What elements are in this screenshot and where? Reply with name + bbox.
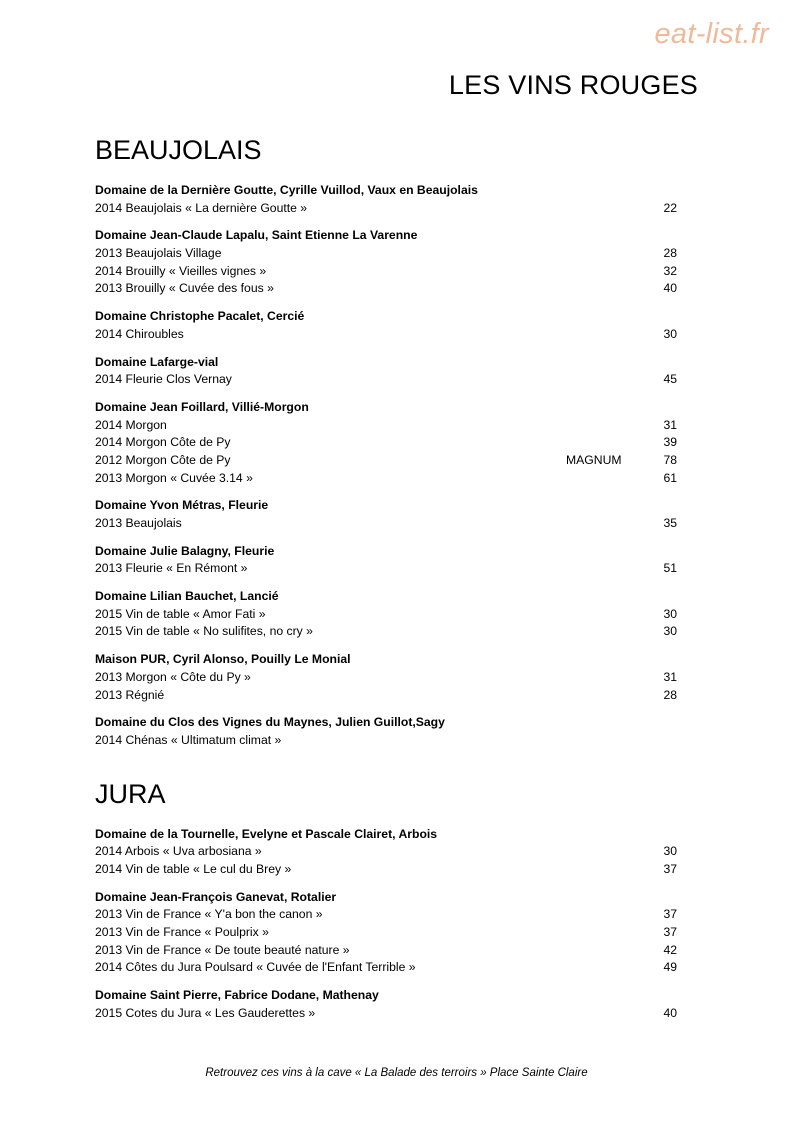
footer-note: Retrouvez ces vins à la cave « La Balade des terroirs » Place Sainte Claire	[205, 1067, 588, 1079]
wine-label: 2012 Morgon Côte de Py	[95, 452, 231, 467]
wine-price: 37	[663, 861, 677, 876]
wine-row	[95, 371, 677, 389]
wine-price: 30	[663, 326, 677, 341]
wine-label: 2014 Beaujolais « La dernière Goutte »	[95, 200, 308, 215]
domain-name: Domaine du Clos des Vignes du Maynes, Julien Guillot,Sagy	[95, 715, 445, 730]
wine-label: 2015 Vin de table « No sulifites, no cry »	[95, 624, 313, 639]
wine-row	[95, 280, 677, 298]
wine-label: 2013 Vin de France « Poulprix »	[95, 925, 269, 939]
wine-label: 2015 Cotes du Jura « Les Gauderettes »	[95, 1005, 316, 1020]
wine-price: 31	[663, 669, 677, 684]
domain-name: Domaine Jean Foillard, Villié-Morgon	[95, 399, 309, 414]
wine-label: 2013 Morgon « Cuvée 3.14 »	[95, 470, 253, 485]
wine-price: 49	[663, 960, 677, 975]
wine-price: 35	[663, 516, 677, 530]
wine-label: 2013 Morgon « Côte du Py »	[95, 669, 251, 684]
domain-name: Domaine Lilian Bauchet, Lancié	[95, 589, 279, 604]
domain-name: Domaine Julie Balagny, Fleurie	[95, 543, 275, 558]
wine-row	[95, 861, 677, 879]
domain-block	[95, 987, 677, 1022]
wine-price: 22	[663, 200, 677, 215]
wine-label: 2014 Vin de table « Le cul du Brey »	[95, 861, 292, 876]
domain-block	[95, 826, 677, 879]
domain-block	[95, 651, 677, 704]
wine-row	[95, 470, 677, 488]
wine-row	[95, 924, 677, 942]
wine-label: 2013 Vin de France « De toute beauté nature »	[95, 942, 350, 957]
wine-price: 30	[663, 606, 677, 621]
region-body	[95, 168, 677, 750]
wine-row	[95, 1005, 677, 1023]
wine-price: 39	[663, 435, 677, 450]
wine-row	[95, 245, 677, 263]
domain-name: Maison PUR, Cyril Alonso, Pouilly Le Monial	[95, 652, 351, 667]
wine-price: 37	[663, 925, 677, 939]
domain-name: Domaine Jean-François Ganevat, Rotalier	[95, 889, 337, 904]
wine-label: 2013 Beaujolais	[95, 516, 182, 530]
wine-label: 2013 Beaujolais Village	[95, 246, 222, 261]
wine-price: 42	[663, 942, 677, 957]
domain-block	[95, 308, 677, 343]
wine-label: 2015 Vin de table « Amor Fati »	[95, 606, 266, 621]
region-body	[95, 812, 677, 1023]
page-title: LES VINS ROUGES	[448, 70, 698, 100]
domain-block	[95, 543, 677, 578]
domain-name: Domaine Lafarge-vial	[95, 354, 219, 369]
wine-label: 2014 Fleurie Clos Vernay	[95, 372, 232, 387]
wine-label: 2014 Morgon Côte de Py	[95, 435, 231, 450]
domain-name: Domaine de la Dernière Goutte, Cyrille Vuillod, Vaux en Beaujolais	[95, 183, 478, 197]
wine-row	[95, 417, 677, 435]
wine-price: 28	[663, 246, 677, 261]
wine-price: 32	[663, 263, 677, 278]
domain-name: Domaine Yvon Métras, Fleurie	[95, 498, 269, 513]
wine-price: 40	[663, 281, 677, 296]
wine-price: 28	[663, 687, 677, 702]
wine-price: 30	[663, 624, 677, 639]
wine-row	[95, 906, 677, 924]
wine-row	[95, 687, 677, 705]
wine-row	[95, 669, 677, 687]
wine-row	[95, 606, 677, 624]
wine-row	[95, 434, 677, 452]
wine-row	[95, 200, 677, 218]
domain-block	[95, 399, 677, 487]
wine-label: 2014 Côtes du Jura Poulsard « Cuvée de l'Enfant Terrible »	[95, 960, 416, 975]
wine-price: 37	[663, 907, 677, 922]
wine-label: 2014 Chiroubles	[95, 326, 184, 341]
wine-price: 30	[663, 844, 677, 859]
region-section	[95, 132, 677, 750]
wine-row	[95, 732, 677, 750]
domain-name: Domaine Jean-Claude Lapalu, Saint Etienne La Varenne	[95, 228, 418, 243]
wine-row	[95, 263, 677, 281]
wine-row	[95, 843, 677, 861]
wine-label: 2014 Morgon	[95, 417, 167, 432]
domain-block	[95, 497, 677, 532]
wine-label: 2014 Brouilly « Vieilles vignes »	[95, 263, 267, 278]
region-heading: BEAUJOLAIS	[95, 135, 262, 165]
wine-row	[95, 942, 677, 960]
wine-price: 51	[663, 561, 677, 576]
wine-label: 2013 Brouilly « Cuvée des fous »	[95, 281, 274, 296]
wine-price: 31	[663, 417, 677, 432]
wine-price: 78	[663, 452, 677, 467]
wine-row	[95, 959, 677, 977]
wine-row	[95, 560, 677, 578]
domain-name: Domaine Saint Pierre, Fabrice Dodane, Mathenay	[95, 988, 379, 1003]
domain-name: Domaine de la Tournelle, Evelyne et Pascale Clairet, Arbois	[95, 826, 438, 841]
region-heading: JURA	[95, 778, 166, 809]
domain-block	[95, 354, 677, 389]
domain-block	[95, 714, 677, 749]
wine-price: 61	[663, 470, 677, 485]
wine-list	[95, 132, 677, 1032]
wine-label: 2014 Arbois « Uva arbosiana »	[95, 844, 262, 859]
wine-label: 2013 Vin de France « Y'a bon the canon »	[95, 907, 323, 922]
domain-block	[95, 889, 677, 977]
domain-block	[95, 227, 677, 298]
wine-row	[95, 326, 677, 344]
domain-block	[95, 588, 677, 641]
wine-format: MAGNUM	[566, 452, 622, 467]
wine-label: 2013 Fleurie « En Rémont »	[95, 561, 248, 576]
wine-price: 45	[663, 372, 677, 387]
wine-label: 2013 Régnié	[95, 687, 165, 702]
region-section	[95, 776, 677, 1023]
wine-row	[95, 623, 677, 641]
wine-label: 2014 Chénas « Ultimatum climat »	[95, 732, 282, 747]
wine-price: 40	[663, 1005, 677, 1020]
domain-block	[95, 182, 677, 217]
wine-row	[95, 515, 677, 533]
wine-row	[95, 452, 677, 470]
domain-name: Domaine Christophe Pacalet, Cercié	[95, 309, 305, 324]
watermark-logo: eat-list.fr	[654, 18, 769, 50]
